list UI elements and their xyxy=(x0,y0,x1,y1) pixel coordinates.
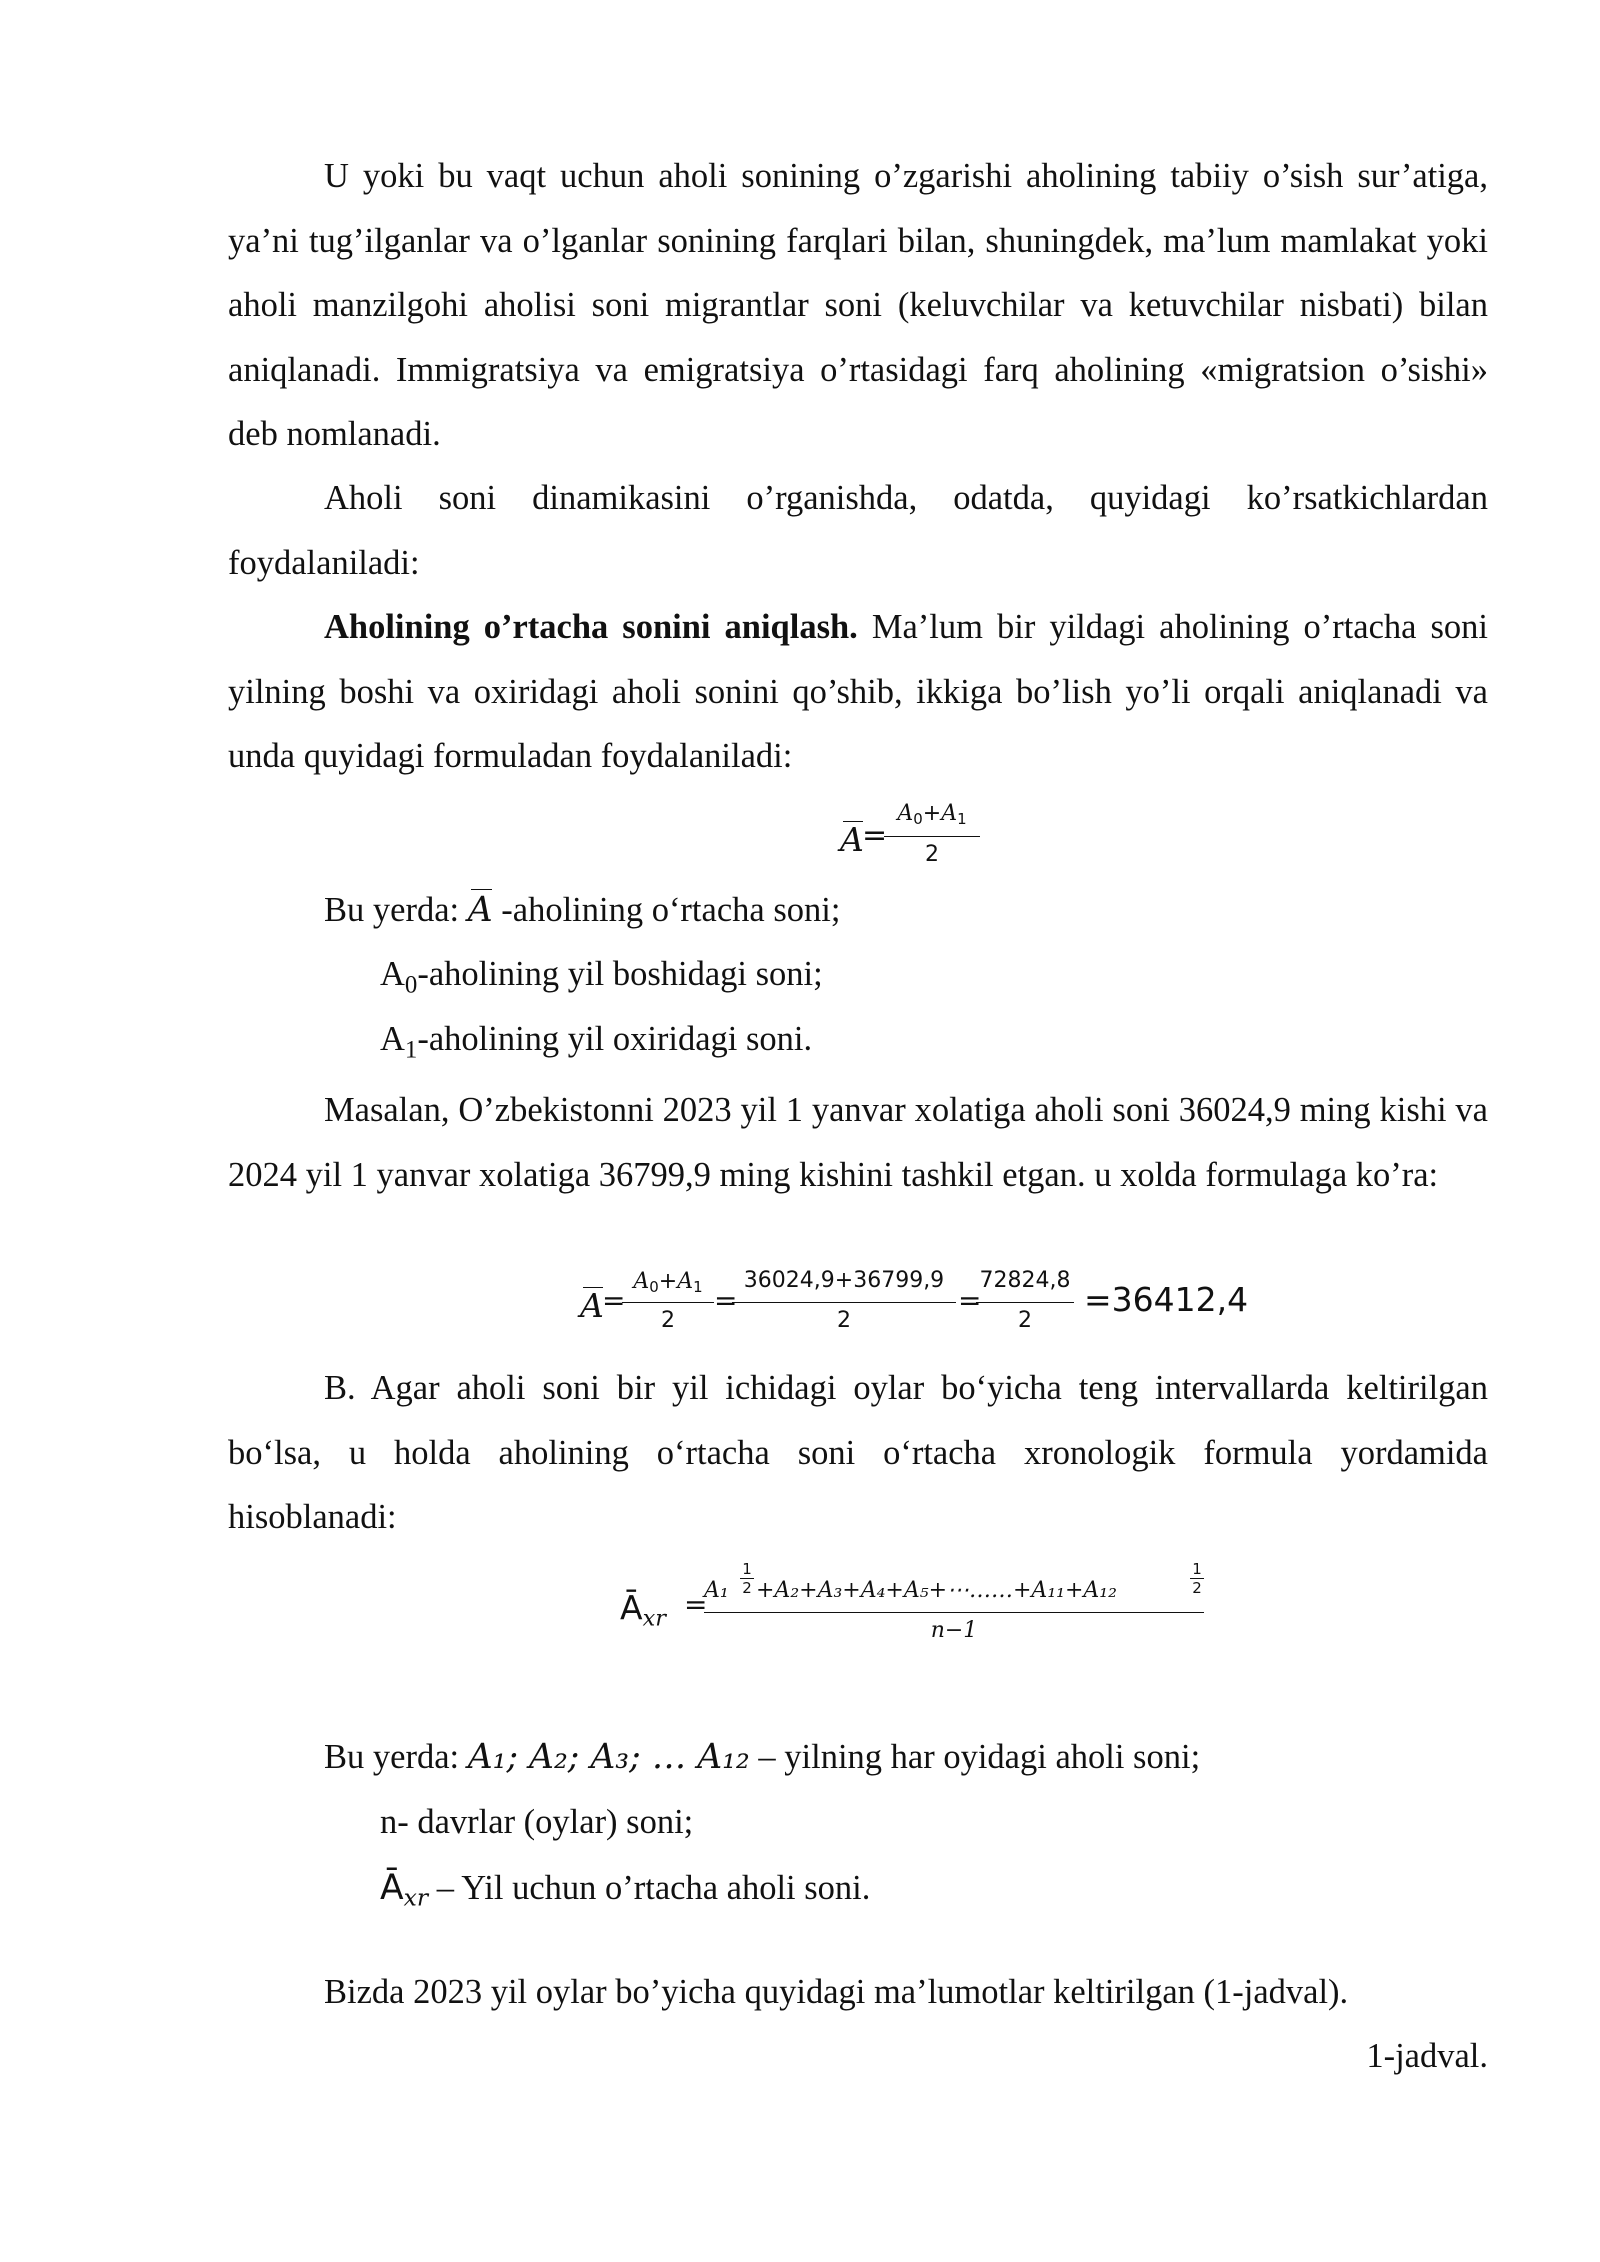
definition-start-of-year: $A_0$-aholining yil boshidagi soni; xyxy=(380,955,823,999)
formula-denominator: 2 xyxy=(925,842,939,867)
definition-average: Bu yerda: A -aholining o‘rtacha soni; xyxy=(324,890,841,930)
formula-denominator: n−1 xyxy=(930,1618,978,1643)
paragraph-example: Masalan, O’zbekistonni 2023 yil 1 yanvar xolatiga aholi soni 36024,9 ming kishi va 2024 yil 1 yanvar xolatiga 36799,9 ming kishini tashkil etgan. u xolda formulaga ko’ra: xyxy=(228,1091,1488,1194)
formula-chronological-average: $Ā_{xr}$ = A₁ 1 2 +A₂+A₃+A₄+A₅+⋯……+A₁₁+A₁₂ 1 2 n−1 xyxy=(620,1560,1200,1660)
fraction-bar xyxy=(884,836,980,837)
fraction-bar xyxy=(732,1302,956,1303)
paragraph-table-reference: Bizda 2023 yil oylar bo’yicha quyidagi ma’lumotlar keltirilgan (1-jadval). xyxy=(324,1973,1349,2011)
example-result: =36412,4 xyxy=(1084,1280,1249,1319)
table-caption: 1-jadval. xyxy=(1366,2037,1488,2075)
section-heading: Aholining o’rtacha sonini aniqlash. xyxy=(324,608,858,646)
definition-monthly-population: Bu yerda: A₁; A₂; A₃; … A₁₂ – yilning har oyidagi aholi soni; xyxy=(324,1737,1201,1777)
paragraph-chronological-average: B. Agar aholi soni bir yil ichidagi oylar bo‘yicha teng intervallarda keltirilgan bo‘lsa, u holda aholining o‘rtacha soni o‘rtacha xronologik formula yordamida hisoblanadi: xyxy=(228,1369,1488,1536)
definition-end-of-year: $A_1$-aholining yil oxiridagi soni. xyxy=(380,1020,813,1064)
paragraph-average-definition: Aholining o’rtacha sonini aniqlash. Ma’lum bir yildagi aholining o’rtacha soni yilning boshi va oxiridagi aholi sonini qo’shib, ikkiga bo’lish yo’li orqali aniqlanadi va unda quyidagi formuladan foydalaniladi: xyxy=(228,608,1488,775)
formula-equals: = xyxy=(862,818,888,853)
formula-example-calculation: A = $A_0+A_1$ 2 = 36024,9+36799,9 2 = 72824,8 2 =36412,4 xyxy=(580,1268,1249,1333)
example-fraction-3-numerator: 72824,8 xyxy=(979,1268,1071,1293)
fraction-bar xyxy=(976,1302,1074,1303)
example-fraction-1-numerator: $A_0+A_1$ xyxy=(633,1269,703,1297)
definition-periods: n- davrlar (oylar) soni; xyxy=(380,1803,694,1841)
fraction-bar xyxy=(704,1612,1204,1613)
paragraph-indicators-intro: Aholi soni dinamikasini o’rganishda, odatda, quyidagi ko’rsatkichlardan foydalaniladi: xyxy=(228,479,1488,582)
definition-yearly-average: $Ā_{xr}$ – Yil uchun o’rtacha aholi soni. xyxy=(380,1868,871,1912)
formula-numerator: $A_0+A_1$ xyxy=(897,801,967,829)
fraction-bar xyxy=(622,1302,714,1303)
formula-lhs: A xyxy=(840,820,864,859)
paragraph-population-change: U yoki bu vaqt uchun aholi sonining o’zgarishi aholining tabiiy o’sish sur’atiga, ya’ni tug’ilganlar va o’lganlar sonining farqlari bilan, shuningdek, ma’lum mamlakat yoki aholi manzilgohi aholisi soni migrantlar soni (keluvchilar va ketuvchilar nisbati) bilan aniqlanadi. Immigratsiya va emigratsiya o’rtasidagi farq aholining «migratsion o’sishi» deb nomlanadi. xyxy=(228,157,1488,453)
example-fraction-2-numerator: 36024,9+36799,9 xyxy=(743,1268,945,1293)
formula-lhs: $Ā_{xr}$ xyxy=(620,1588,666,1632)
formula-average-population xyxy=(840,800,980,880)
